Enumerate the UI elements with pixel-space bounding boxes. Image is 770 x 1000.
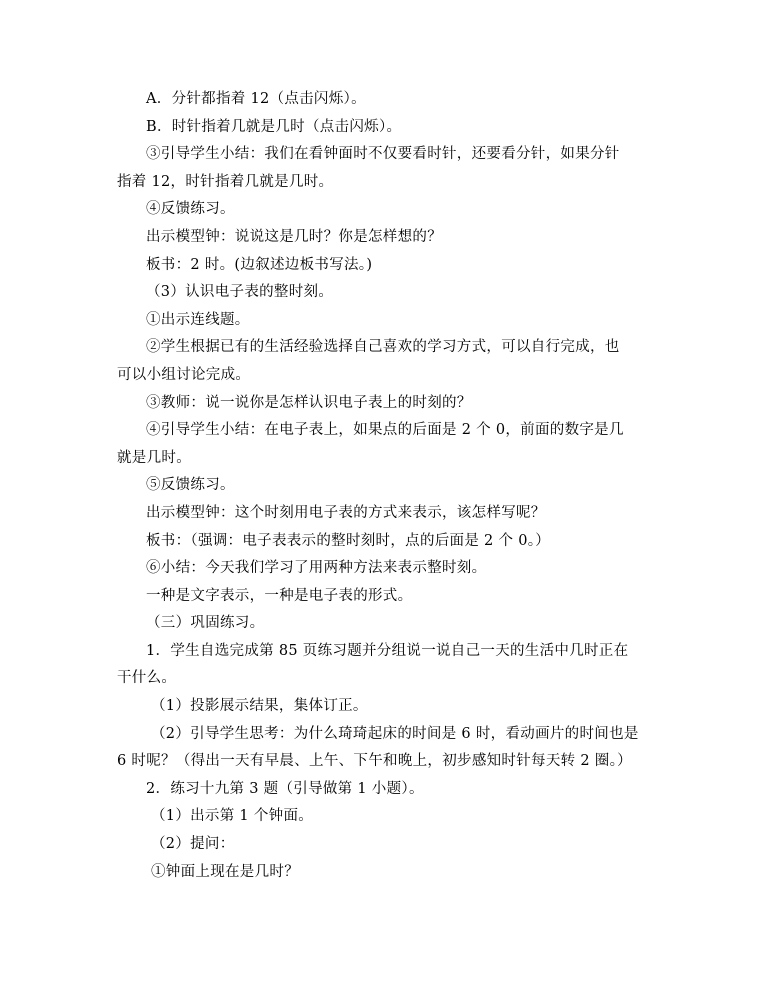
text-line: ③教师：说一说你是怎样认识电子表上的时刻的？: [146, 394, 472, 411]
text-line: （三）巩固练习。: [146, 615, 265, 632]
text-line: ⑤反馈练习。: [146, 477, 235, 494]
text-line: ④反馈练习。: [146, 201, 235, 218]
text-line: ②学生根据已有的生活经验选择自己喜欢的学习方式，可以自行完成，也: [146, 339, 620, 356]
text-line: （2）引导学生思考：为什么琦琦起床的时间是 6 时，看动画片的时间也是: [151, 725, 639, 742]
text-line: （2）提问：: [151, 836, 235, 853]
text-line: A．分针都指着 12（点击闪烁）。: [146, 91, 366, 107]
text-line: 可以小组讨论完成。: [117, 366, 251, 383]
text-line: ⑥小结：今天我们学习了用两种方法来表示整时刻。: [146, 560, 487, 577]
text-line: 出示模型钟：说说这是几时？你是怎样想的？: [146, 228, 442, 245]
text-line: 一种是文字表示，一种是电子表的形式。: [146, 587, 413, 604]
text-line: （1）出示第 1 个钟面。: [151, 808, 314, 825]
text-line: ①钟面上现在是几时？: [151, 863, 299, 880]
text-line: （3）认识电子表的整时刻。: [146, 284, 334, 301]
text-line: ③引导学生小结：我们在看钟面时不仅要看时针，还要看分针，如果分针: [146, 146, 620, 163]
text-line: 2．练习十九第 3 题（引导做第 1 小题）。: [146, 780, 424, 797]
document-body: [117, 86, 657, 886]
text-line: ④引导学生小结：在电子表上，如果点的后面是 2 个 0，前面的数字是几: [146, 422, 624, 439]
text-line: 6 时呢？（得出一天有早晨、上午、下午和晚上，初步感知时针每天转 2 圈。）: [117, 753, 632, 770]
text-line: 板书：2 时。(边叙述边板书写法。): [146, 256, 373, 273]
text-line: 就是几时。: [117, 449, 191, 466]
text-line: ①出示连线题。: [146, 311, 250, 328]
text-line: B．时针指着几就是几时（点击闪烁）。: [146, 118, 402, 135]
text-line: 板书：（强调：电子表表示的整时刻时，点的后面是 2 个 0。）: [146, 532, 551, 549]
text-line: 干什么。: [117, 670, 177, 687]
text-line: （1）投影展示结果，集体订正。: [151, 698, 368, 715]
text-line: 1．学生自选完成第 85 页练习题并分组说一说自己一天的生活中几时正在: [146, 642, 629, 659]
text-line: 出示模型钟：这个时刻用电子表的方式来表示，该怎样写呢？: [146, 504, 546, 521]
text-line: 指着 12，时针指着几就是几时。: [117, 173, 334, 190]
